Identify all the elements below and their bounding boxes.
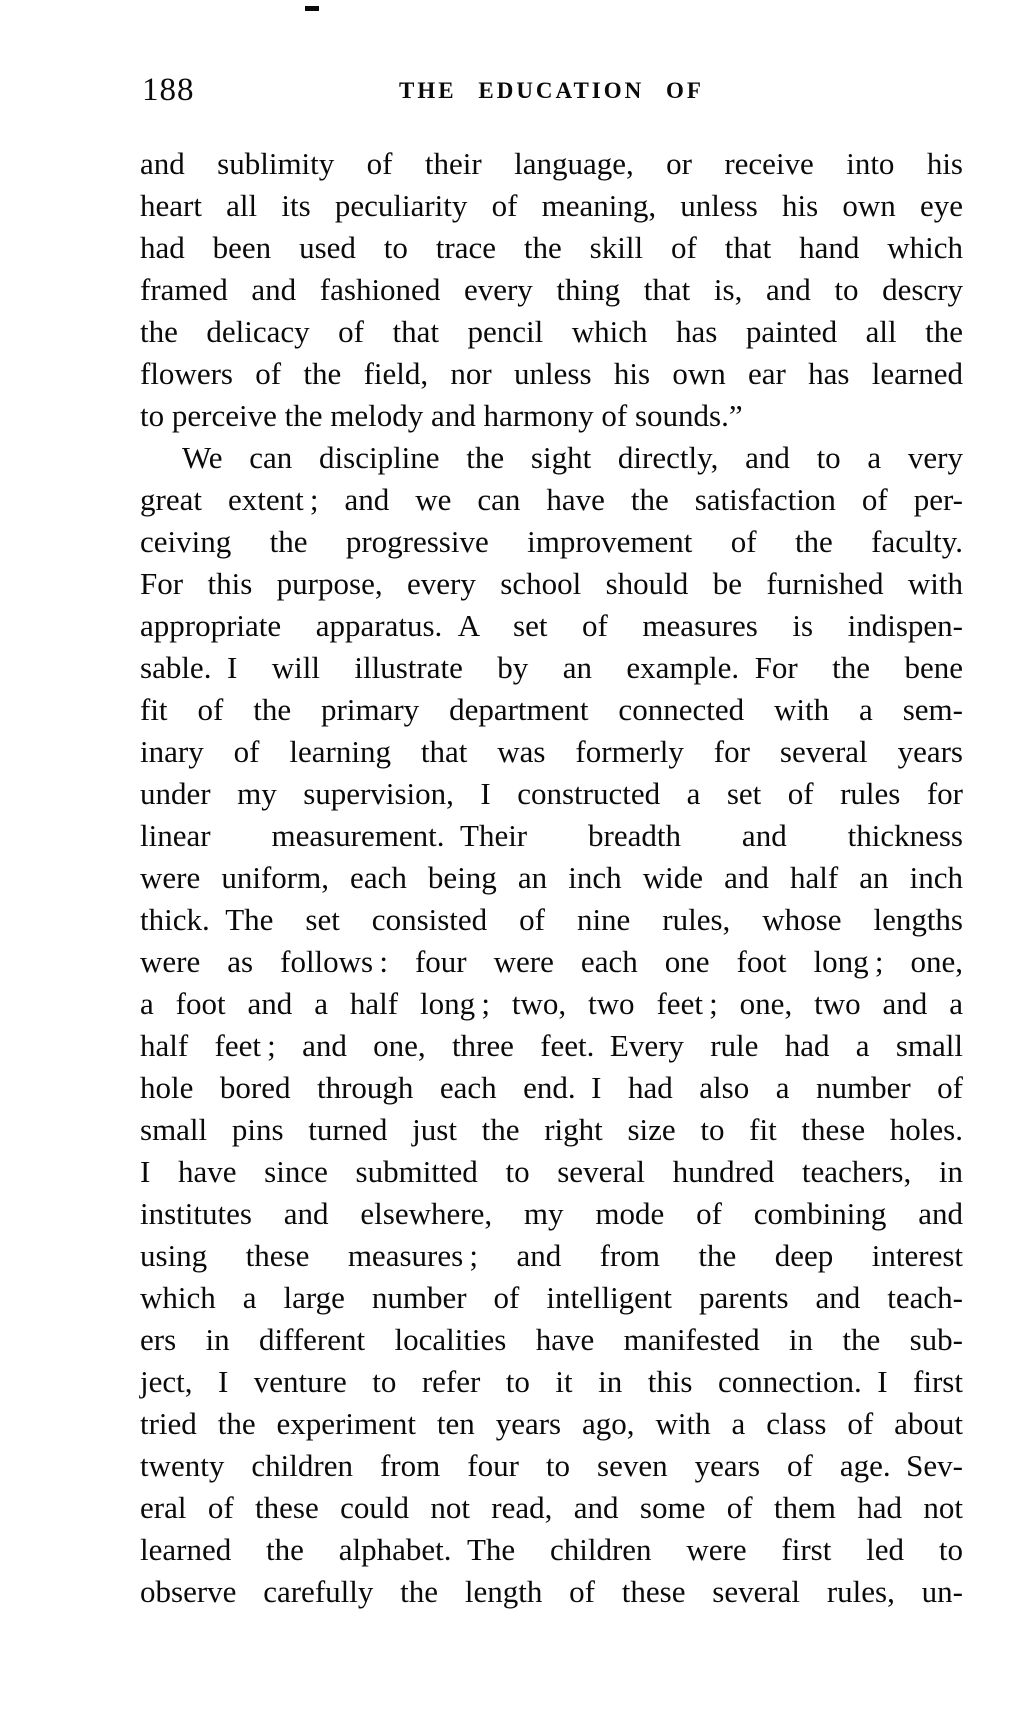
text-line: sable. I will illustrate by an example. For the bene — [140, 650, 963, 685]
text-line: small pins turned just the right size to fit these holes. — [140, 1112, 963, 1147]
text-line: fit of the primary department connected with a sem- — [140, 692, 963, 727]
page-header — [140, 74, 963, 106]
text-line: great extent ; and we can have the satisfaction of per- — [140, 482, 963, 517]
text-line: half feet ; and one, three feet. Every rule had a small — [140, 1028, 963, 1063]
text-line: thick. The set consisted of nine rules, whose lengths — [140, 902, 963, 937]
text-line: tried the experiment ten years ago, with a class of about — [140, 1406, 963, 1441]
text-line: appropriate apparatus. A set of measures is indispen- — [140, 608, 963, 643]
running-title: THE EDUCATION OF — [399, 78, 704, 103]
text-line: were uniform, each being an inch wide and half an inch — [140, 860, 963, 895]
text-line: the delicacy of that pencil which has painted all the — [140, 314, 963, 349]
text-line: eral of these could not read, and some of them had not — [140, 1490, 963, 1525]
scan-artifact-dash-mark — [305, 6, 319, 11]
text-line: We can discipline the sight directly, and to a very — [182, 440, 963, 475]
text-line: and sublimity of their language, or receive into his — [140, 146, 963, 181]
text-line: For this purpose, every school should be furnished with — [140, 566, 963, 601]
text-line: ceiving the progressive improvement of the faculty. — [140, 524, 963, 559]
text-line: framed and fashioned every thing that is, and to descry — [140, 272, 963, 307]
text-line: hole bored through each end. I had also a number of — [140, 1070, 963, 1105]
text-line: flowers of the field, nor unless his own ear has learned — [140, 356, 963, 391]
page-number: 188 — [142, 72, 195, 108]
text-line: heart all its peculiarity of meaning, unless his own eye — [140, 188, 963, 223]
text-line: I have since submitted to several hundred teachers, in — [140, 1154, 963, 1189]
text-line: twenty children from four to seven years of age. Sev- — [140, 1448, 963, 1483]
page-body — [140, 143, 963, 1613]
text-line: observe carefully the length of these several rules, un- — [140, 1574, 963, 1609]
text-line: learned the alphabet. The children were first led to — [140, 1532, 963, 1567]
text-line: ers in different localities have manifested in the sub- — [140, 1322, 963, 1357]
text-line: under my supervision, I constructed a set of rules for — [140, 776, 963, 811]
text-line: a foot and a half long ; two, two feet ; one, two and a — [140, 986, 963, 1021]
text-line: were as follows : four were each one foot long ; one, — [140, 944, 963, 979]
text-line: to perceive the melody and harmony of sounds.” — [140, 398, 743, 433]
text-line: linear measurement. Their breadth and thickness — [140, 818, 963, 853]
text-line: institutes and elsewhere, my mode of combining and — [140, 1196, 963, 1231]
text-line: ject, I venture to refer to it in this connection. I first — [140, 1364, 963, 1399]
text-line: had been used to trace the skill of that hand which — [140, 230, 963, 265]
text-line: inary of learning that was formerly for several years — [140, 734, 963, 769]
text-line: which a large number of intelligent parents and teach- — [140, 1280, 963, 1315]
text-line: using these measures ; and from the deep interest — [140, 1238, 963, 1273]
